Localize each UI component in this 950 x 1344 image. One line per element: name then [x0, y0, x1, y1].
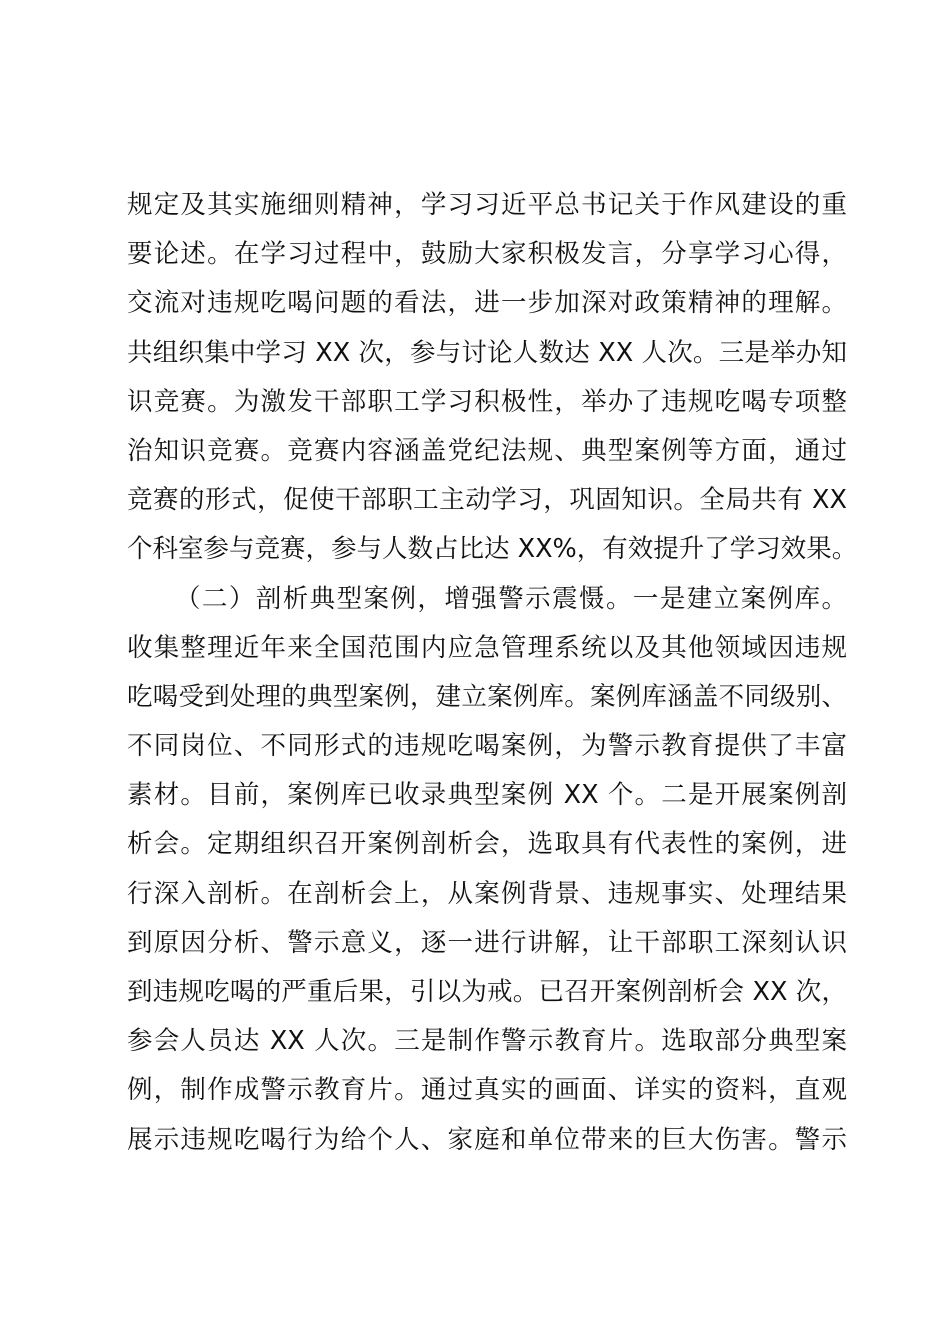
text-line: 治知识竞赛。竞赛内容涵盖党纪法规、典型案例等方面，通过 — [127, 435, 847, 466]
text-line: 析会。定期组织召开案例剖析会，选取具有代表性的案例，进 — [127, 829, 847, 860]
text-line: 识竞赛。为激发干部职工学习积极性，举办了违规吃喝专项整 — [127, 386, 847, 417]
text-line: 参会人员达 XX 人次。三是制作警示教育片。选取部分典型案 — [127, 1026, 847, 1057]
text-line: 行深入剖析。在剖析会上，从案例背景、违规事实、处理结果 — [127, 878, 847, 909]
text-line: 收集整理近年来全国范围内应急管理系统以及其他领域因违规 — [127, 632, 847, 663]
body-text — [127, 181, 858, 1165]
text-line: 到原因分析、警示意义，逐一进行讲解，让干部职工深刻认识 — [127, 927, 847, 958]
text-line: 要论述。在学习过程中，鼓励大家积极发言，分享学习心得， — [127, 239, 847, 270]
text-line: 共组织集中学习 XX 次，参与讨论人数达 XX 人次。三是举办知 — [127, 337, 847, 368]
section-heading-line: （二）剖析典型案例，增强警示震慑。一是建立案例库。 — [175, 583, 847, 614]
text-line: 素材。目前，案例库已收录典型案例 XX 个。二是开展案例剖 — [127, 780, 847, 811]
text-line: 吃喝受到处理的典型案例，建立案例库。案例库涵盖不同级别、 — [127, 681, 847, 712]
text-line: 例，制作成警示教育片。通过真实的画面、详实的资料，直观 — [127, 1075, 847, 1106]
text-line: 到违规吃喝的严重后果，引以为戒。已召开案例剖析会 XX 次， — [127, 977, 847, 1007]
text-line: 不同岗位、不同形式的违规吃喝案例，为警示教育提供了丰富 — [127, 731, 847, 762]
text-line: 交流对违规吃喝问题的看法，进一步加深对政策精神的理解。 — [127, 288, 847, 319]
text-line: 竞赛的形式，促使干部职工主动学习，巩固知识。全局共有 XX — [127, 485, 847, 516]
text-line: 规定及其实施细则精神，学习习近平总书记关于作风建设的重 — [127, 190, 847, 220]
text-line: 个科室参与竞赛，参与人数占比达 XX%，有效提升了学习效果。 — [127, 534, 858, 565]
text-line: 展示违规吃喝行为给个人、家庭和单位带来的巨大伤害。警示 — [127, 1124, 847, 1155]
